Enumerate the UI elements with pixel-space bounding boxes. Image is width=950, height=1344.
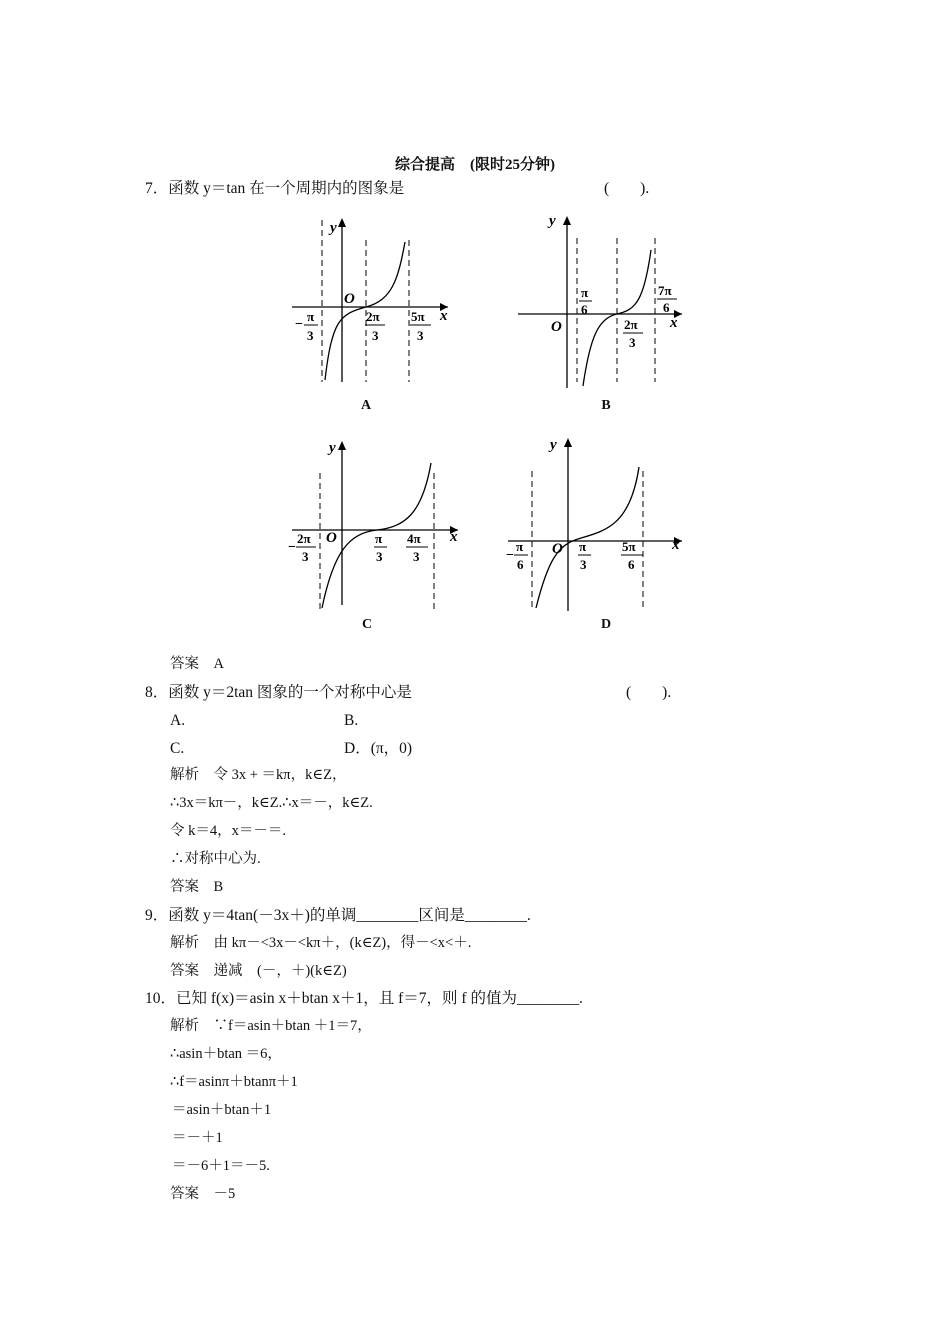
q8-solution-line-1: 解析 令 3x + ＝kπ，k∈Z， — [170, 767, 347, 783]
tick-denominator: 6 — [517, 557, 524, 572]
q7-bracket: ( ). — [604, 180, 650, 197]
graph-b-label: B — [601, 398, 611, 413]
tick-numerator: 2π — [366, 309, 380, 324]
tick-2pi-3 — [365, 309, 385, 343]
tick-numerator: 4π — [407, 531, 421, 546]
y-arrow — [338, 441, 346, 450]
y-arrow — [563, 216, 571, 225]
q9-solution: 解析 由 kπ－<3x－<kπ＋，(k∈Z)，得－<x<＋. — [170, 935, 472, 951]
q8-option-b: B. — [344, 712, 359, 729]
tan-curve — [325, 242, 405, 380]
tick-5pi-6 — [621, 539, 643, 572]
origin-label: O — [326, 530, 337, 546]
y-label: y — [549, 213, 556, 229]
origin-label: O — [344, 291, 355, 307]
section-title: 综合提高 (限时25分钟) — [395, 157, 555, 173]
minus-sign: − — [288, 540, 296, 555]
graph-d — [500, 435, 690, 615]
tick-numerator: 5π — [411, 309, 425, 324]
tick-denominator: 3 — [376, 549, 383, 564]
q10-solution-line-6: ＝－6＋1＝－5. — [172, 1158, 270, 1174]
tick-denominator: 3 — [307, 328, 314, 343]
tick-denominator: 6 — [663, 300, 670, 315]
graph-a — [280, 210, 460, 390]
minus-sign: − — [506, 548, 514, 563]
tick-4pi-3 — [406, 531, 428, 564]
q8-solution-line-2: ∴3x＝kπ－，k∈Z.∴x＝－，k∈Z. — [170, 795, 373, 811]
q10-solution-line-2: ∴asin＋btan ＝6， — [170, 1046, 282, 1062]
tick-numerator: π — [581, 285, 589, 300]
tick-denominator: 3 — [629, 335, 636, 350]
tick-denominator: 6 — [628, 557, 635, 572]
tick-denominator: 6 — [581, 302, 588, 317]
q10-stem: 10．已知 f(x)＝asin x＋btan x＋1，且 f＝7，则 f 的值为________. — [145, 990, 583, 1007]
y-label: y — [550, 437, 557, 453]
tick-denominator: 3 — [372, 328, 379, 343]
q9-stem: 9．函数 y＝4tan(－3x＋)的单调________区间是________. — [145, 907, 531, 924]
q8-answer: 答案 B — [170, 879, 224, 895]
y-label: y — [330, 220, 337, 236]
tick-numerator: π — [579, 539, 587, 554]
q10-solution-line-3: ∴f＝asinπ＋btanπ＋1 — [170, 1074, 298, 1090]
x-label: x — [440, 308, 448, 324]
y-label: y — [329, 440, 336, 456]
tick-denominator: 3 — [417, 328, 424, 343]
y-arrow — [564, 438, 572, 447]
tick-neg-pi-6 — [506, 539, 528, 572]
tick-denominator: 3 — [580, 557, 587, 572]
q8-solution-line-4: ∴对称中心为. — [170, 851, 261, 867]
tick-pi-6 — [579, 285, 592, 317]
q10-solution-line-1: 解析 ∵f＝asin＋btan ＋1＝7， — [170, 1018, 372, 1034]
tick-numerator: 5π — [622, 539, 636, 554]
tick-pi-3 — [578, 539, 591, 572]
q8-bracket: ( ). — [626, 684, 672, 701]
tick-pi-3 — [374, 531, 387, 564]
tick-numerator: 7π — [658, 283, 672, 298]
tick-5pi-3 — [410, 309, 431, 343]
graph-b — [510, 210, 690, 390]
y-arrow — [338, 218, 346, 227]
q10-solution-line-4: ＝asin＋btan＋1 — [172, 1102, 272, 1118]
tick-neg-pi-3 — [295, 309, 318, 343]
graph-c — [280, 435, 470, 615]
tick-numerator: π — [375, 531, 383, 546]
tick-2pi-3 — [623, 317, 643, 350]
q8-solution-line-3: 令 k＝4，x＝－＝. — [170, 823, 286, 839]
q10-answer: 答案 －5 — [170, 1186, 236, 1202]
q10-solution-line-5: ＝－＋1 — [172, 1130, 223, 1146]
tick-denominator: 3 — [302, 549, 309, 564]
tan-curve — [536, 467, 639, 608]
tick-denominator: 3 — [413, 549, 420, 564]
q8-option-d: D．(π，0) — [344, 740, 413, 757]
x-label: x — [450, 529, 458, 545]
tick-numerator: 2π — [624, 317, 638, 332]
tick-neg-2pi-3 — [288, 531, 316, 564]
q8-option-c: C. — [170, 740, 185, 757]
graph-d-label: D — [600, 617, 612, 632]
tick-numerator: 2π — [297, 531, 311, 546]
q9-answer: 答案 递减 (－，＋)(k∈Z) — [170, 963, 347, 979]
origin-label: O — [552, 541, 563, 557]
graph-a-label: A — [360, 398, 372, 413]
origin-label: O — [551, 319, 562, 335]
q8-stem: 8．函数 y＝2tan 图象的一个对称中心是 — [145, 684, 412, 701]
tick-numerator: π — [307, 309, 315, 324]
graph-c-label: C — [361, 617, 373, 632]
q8-option-a: A. — [170, 712, 186, 729]
x-label: x — [672, 537, 680, 553]
x-label: x — [670, 315, 678, 331]
minus-sign: − — [295, 317, 303, 332]
tick-numerator: π — [516, 539, 524, 554]
q7-stem: 7．函数 y＝tan 在一个周期内的图象是 — [145, 180, 405, 197]
q7-answer: 答案 A — [170, 656, 224, 672]
